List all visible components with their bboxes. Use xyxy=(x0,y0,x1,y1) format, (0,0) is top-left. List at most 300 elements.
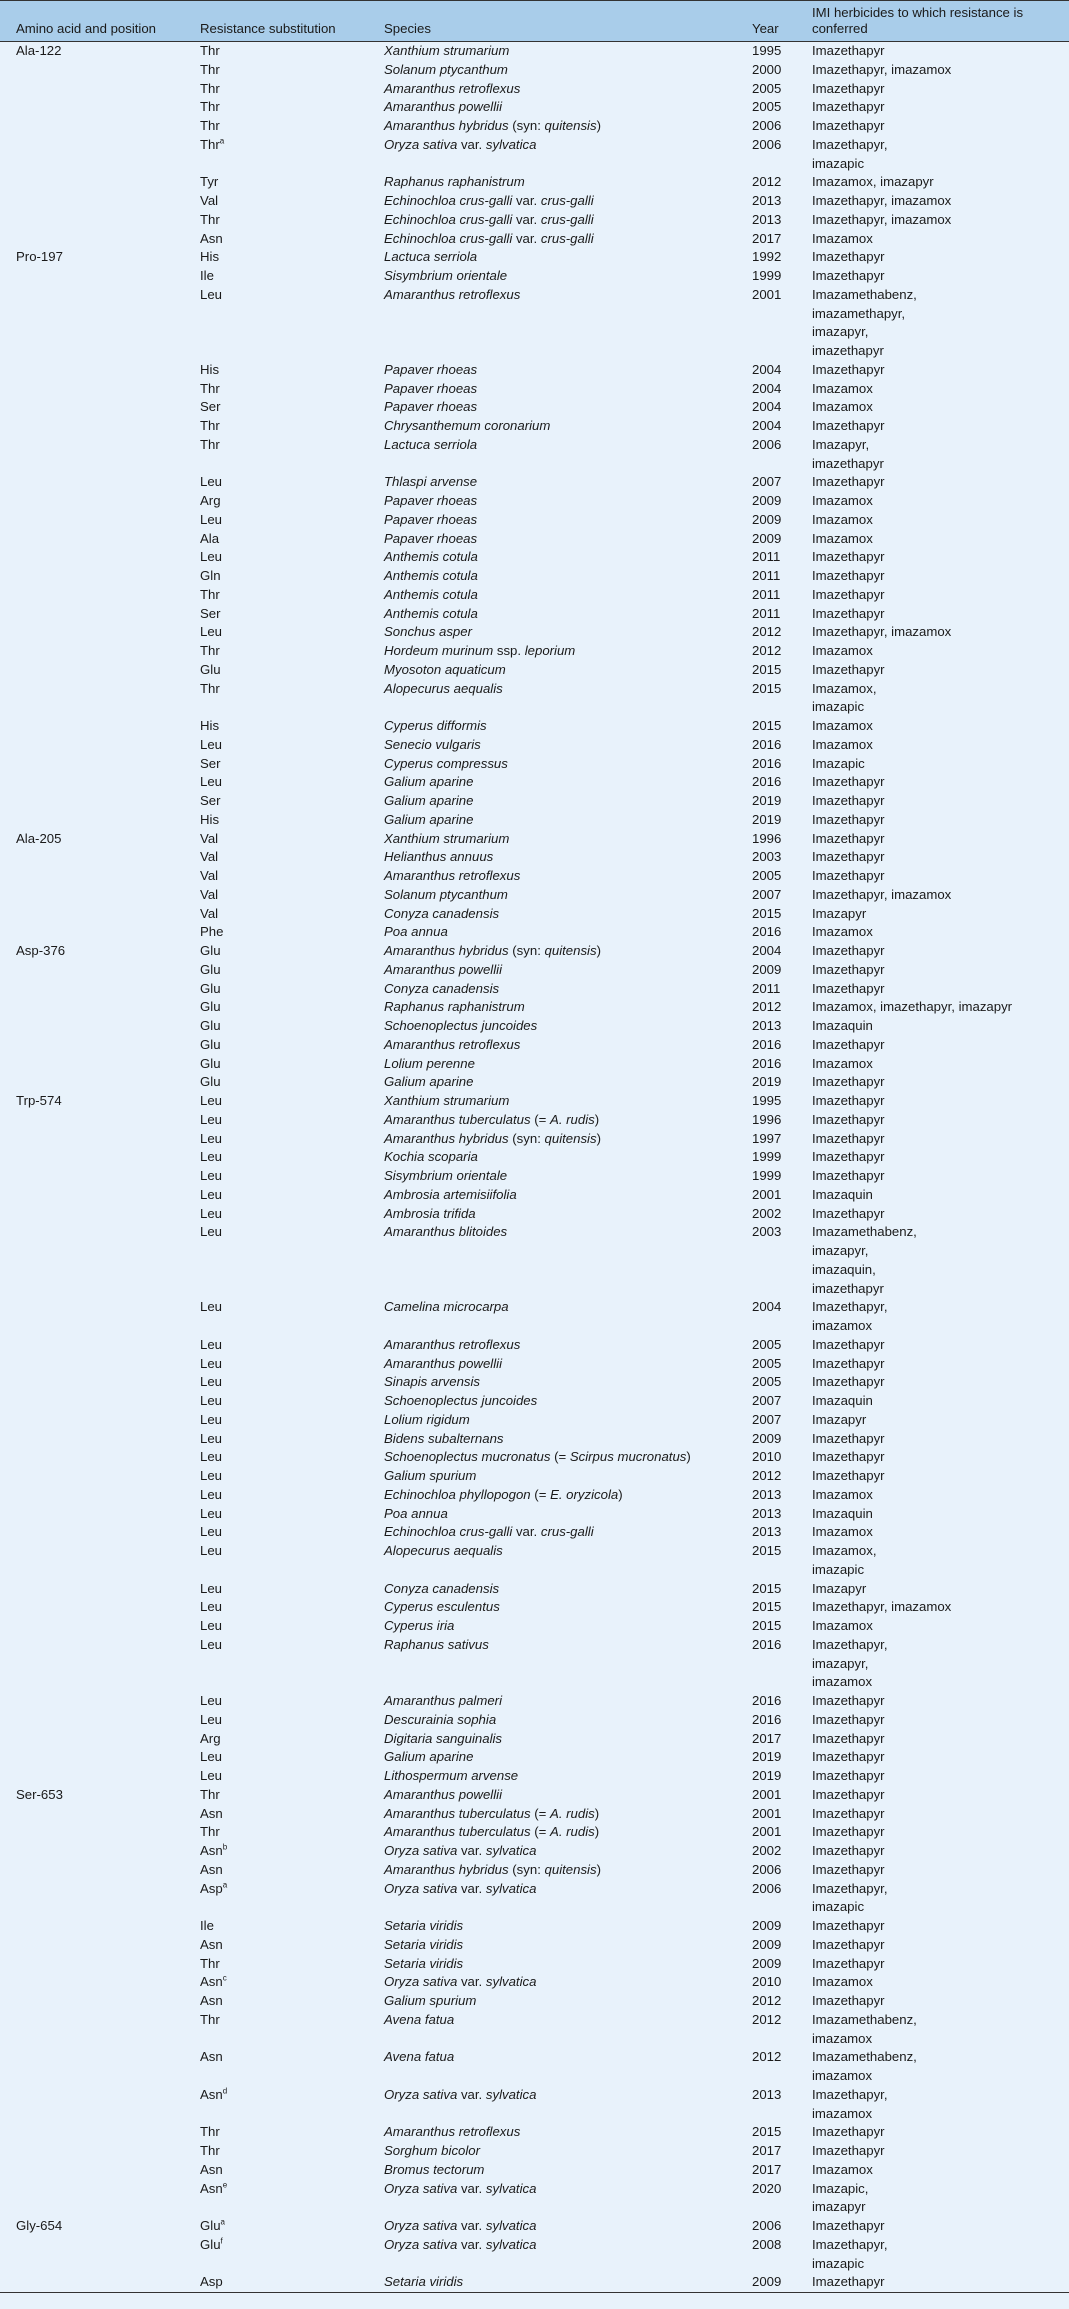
herbicides-cell: Imazamox xyxy=(812,380,873,396)
amino-acid-position-cell xyxy=(0,923,194,942)
table-row xyxy=(0,1973,1069,1992)
amino-acid-position-cell xyxy=(0,736,194,755)
herbicides-cell: Imazethapyr xyxy=(812,811,885,827)
year-cell: 2004 xyxy=(752,943,782,958)
amino-acid-position-cell: Ala-122 xyxy=(16,43,62,58)
table-row xyxy=(0,1055,1069,1074)
year-cell: 2009 xyxy=(752,1430,782,1446)
year-cell: 2005 xyxy=(752,1374,782,1390)
table-row xyxy=(0,642,1069,661)
year-cell: 2012 xyxy=(752,2011,782,2027)
year-cell: 2006 xyxy=(752,118,782,133)
year-cell: 2009 xyxy=(752,511,782,527)
species-cell: Amaranthus hybridus (syn: quitensis) xyxy=(384,1130,601,1146)
table-body xyxy=(0,42,1069,2293)
year-cell: 1992 xyxy=(752,249,782,265)
year-cell: 2004 xyxy=(752,361,782,377)
species-cell: Schoenoplectus juncoides xyxy=(384,1393,538,1408)
year-cell: 2013 xyxy=(752,1018,782,1033)
amino-acid-position-cell xyxy=(0,1823,194,1842)
year-cell: 2012 xyxy=(752,624,782,640)
substitution-cell: Leu xyxy=(200,1374,223,1390)
amino-acid-position-cell xyxy=(0,1486,194,1505)
amino-acid-position-cell xyxy=(0,2123,194,2142)
herbicides-cell: Imazethapyr xyxy=(812,1074,885,1090)
substitution-cell: Leu xyxy=(200,1111,223,1127)
amino-acid-position-cell: Ala-205 xyxy=(16,830,62,846)
year-cell: 2006 xyxy=(752,1880,782,1896)
table-row xyxy=(0,1223,1069,1298)
amino-acid-position-cell xyxy=(0,867,194,886)
species-cell: Raphanus raphanistrum xyxy=(384,999,525,1015)
substitution-cell: Leu xyxy=(200,624,223,640)
year-cell: 2009 xyxy=(752,530,782,546)
table-row xyxy=(0,1523,1069,1542)
substitution-cell: Glu$^f$ xyxy=(200,2236,223,2252)
species-cell: Galium spurium xyxy=(384,1468,477,1483)
substitution-cell: Leu xyxy=(200,1711,223,1727)
year-cell: 2009 xyxy=(752,1955,782,1971)
species-cell: Bidens subalternans xyxy=(384,1430,504,1446)
table-row xyxy=(0,1748,1069,1767)
table-row xyxy=(0,98,1069,117)
substitution-cell: Leu xyxy=(200,1393,223,1408)
table-row xyxy=(0,117,1069,136)
year-cell: 1996 xyxy=(752,1111,782,1127)
substitution-cell: Thr xyxy=(200,118,220,133)
amino-acid-position-cell xyxy=(0,1336,194,1355)
table-row xyxy=(0,2123,1069,2142)
species-cell: Cyperus compressus xyxy=(384,755,508,771)
amino-acid-position-cell xyxy=(0,905,194,924)
table-row xyxy=(0,80,1069,99)
amino-acid-position-cell xyxy=(0,2142,194,2161)
amino-acid-position-cell xyxy=(0,361,194,380)
herbicides-cell: Imazethapyr xyxy=(812,1749,885,1765)
species-cell: Xanthium strumarium xyxy=(384,830,510,846)
substitution-cell: Asn xyxy=(200,1861,223,1877)
table-row xyxy=(0,586,1069,605)
amino-acid-position-cell xyxy=(0,1842,194,1861)
amino-acid-position-cell xyxy=(0,1505,194,1524)
table-row xyxy=(0,1636,1069,1692)
herbicides-cell: Imazaquin xyxy=(812,1186,873,1202)
herbicides-cell: Imazethapyr xyxy=(812,961,885,977)
year-cell: 2003 xyxy=(752,1224,782,1240)
species-cell: Descurainia sophia xyxy=(384,1711,497,1727)
species-cell: Lactuca serriola xyxy=(384,436,478,452)
amino-acid-position-cell xyxy=(0,1223,194,1298)
substitution-cell: Ile xyxy=(200,1918,214,1933)
herbicides-cell: Imazamox xyxy=(812,1974,873,1990)
year-cell: 2015 xyxy=(752,905,782,921)
year-cell: 2016 xyxy=(752,774,782,790)
species-cell: Kochia scoparia xyxy=(384,1149,478,1165)
herbicides-cell: Imazethapyr xyxy=(812,568,885,583)
table-row xyxy=(0,1955,1069,1974)
herbicides-cell: Imazethapyr, imazamox xyxy=(812,1299,888,1333)
species-cell: Sisymbrium orientale xyxy=(384,1168,508,1183)
year-cell: 2004 xyxy=(752,418,782,433)
substitution-cell: Asn xyxy=(200,1936,223,1952)
year-cell: 2013 xyxy=(752,211,782,227)
herbicides-cell: Imazethapyr, imazamox xyxy=(812,886,952,902)
herbicides-cell: Imazethapyr xyxy=(812,99,885,115)
substitution-cell: Leu xyxy=(200,1449,223,1465)
footnote-marker: d xyxy=(222,2086,228,2096)
herbicides-cell: Imazethapyr xyxy=(812,1824,885,1840)
species-cell: Schoenoplectus mucronatus (= Scirpus mucronatus) xyxy=(384,1449,691,1465)
herbicides-cell: Imazamox, imazapic xyxy=(812,1543,877,1577)
substitution-cell: Leu xyxy=(200,1411,223,1427)
amino-acid-position-cell: Ser-653 xyxy=(16,1786,63,1802)
species-cell: Poa annua xyxy=(384,1505,448,1521)
substitution-cell: Arg xyxy=(200,1730,221,1746)
year-cell: 2015 xyxy=(752,1543,782,1558)
herbicides-cell: Imazamox, imazapic xyxy=(812,680,877,715)
substitution-cell: Asp xyxy=(200,2274,223,2290)
table-row xyxy=(0,1486,1069,1505)
header-position: Amino acid and position xyxy=(0,1,194,42)
amino-acid-position-cell xyxy=(0,1373,194,1392)
amino-acid-position-cell xyxy=(0,961,194,980)
table-row xyxy=(0,942,1069,961)
species-cell: Alopecurus aequalis xyxy=(384,1543,503,1558)
substitution-cell: Asn xyxy=(200,2049,223,2065)
year-cell: 2017 xyxy=(752,2143,782,2158)
species-cell: Papaver rhoeas xyxy=(384,361,478,377)
year-cell: 2020 xyxy=(752,2180,782,2196)
table-row xyxy=(0,1036,1069,1055)
table-row xyxy=(0,736,1069,755)
footnote-marker: e xyxy=(222,2180,228,2190)
substitution-cell: Leu xyxy=(200,549,223,565)
species-cell: Oryza sativa var. sylvatica xyxy=(384,2236,537,2252)
table-row xyxy=(0,980,1069,999)
year-cell: 2001 xyxy=(752,1186,782,1202)
table-row xyxy=(0,2086,1069,2124)
herbicides-cell: Imazethapyr xyxy=(812,1993,885,2008)
species-cell: Amaranthus hybridus (syn: quitensis) xyxy=(384,1861,601,1877)
substitution-cell: Leu xyxy=(200,1299,223,1315)
herbicides-cell: Imazethapyr xyxy=(812,1093,885,1108)
amino-acid-position-cell xyxy=(0,586,194,605)
table-row xyxy=(0,1392,1069,1411)
amino-acid-position-cell xyxy=(0,380,194,399)
species-cell: Lithospermum arvense xyxy=(384,1768,519,1783)
substitution-cell: His xyxy=(200,811,220,827)
herbicides-cell: Imazamox, imazapyr xyxy=(812,174,934,190)
year-cell: 1999 xyxy=(752,1149,782,1165)
substitution-cell: Gln xyxy=(200,568,221,583)
substitution-cell: Ser xyxy=(200,793,221,808)
amino-acid-position-cell xyxy=(0,2161,194,2180)
herbicides-cell: Imazethapyr xyxy=(812,661,885,677)
species-cell: Echinochloa phyllopogon (= E. oryzicola) xyxy=(384,1486,623,1502)
table-row xyxy=(0,1130,1069,1149)
table-row xyxy=(0,1805,1069,1824)
herbicides-cell: Imazethapyr, imazamox xyxy=(812,193,952,208)
substitution-cell: Leu xyxy=(200,1618,223,1633)
amino-acid-position-cell xyxy=(0,1580,194,1599)
year-cell: 1997 xyxy=(752,1130,782,1146)
substitution-cell: Leu xyxy=(200,1486,223,1502)
year-cell: 2019 xyxy=(752,811,782,827)
species-cell: Poa annua xyxy=(384,924,448,940)
year-cell: 2001 xyxy=(752,1786,782,1802)
table-row xyxy=(0,1017,1069,1036)
herbicides-cell: Imazapic, imazapyr xyxy=(812,2180,869,2215)
species-cell: Chrysanthemum coronarium xyxy=(384,418,551,433)
herbicides-cell: Imazamox xyxy=(812,924,873,940)
footnote-marker: a xyxy=(222,1880,228,1890)
substitution-cell: Leu xyxy=(200,774,223,790)
species-cell: Echinochloa crus-galli var. crus-galli xyxy=(384,193,594,208)
table-row xyxy=(0,417,1069,436)
species-cell: Amaranthus powellii xyxy=(384,961,503,977)
species-cell: Cyperus iria xyxy=(384,1618,455,1633)
herbicides-cell: Imazethapyr xyxy=(812,474,885,490)
herbicides-cell: Imazethapyr xyxy=(812,793,885,808)
year-cell: 2012 xyxy=(752,1468,782,1483)
substitution-cell: Asn$^c$ xyxy=(200,1973,227,1990)
amino-acid-position-cell xyxy=(0,1411,194,1430)
species-cell: Amaranthus retroflexus xyxy=(384,1336,521,1352)
species-cell: Galium aparine xyxy=(384,1074,474,1090)
substitution-cell: Leu xyxy=(200,1599,223,1615)
table-row xyxy=(0,1598,1069,1617)
year-cell: 1995 xyxy=(752,43,782,58)
herbicides-cell: Imazethapyr xyxy=(812,1768,885,1783)
table-row xyxy=(0,42,1069,61)
substitution-cell: Glu xyxy=(200,1055,221,1071)
herbicides-cell: Imazamox xyxy=(812,643,873,658)
substitution-cell: Thr xyxy=(200,2143,220,2158)
year-cell: 2016 xyxy=(752,1036,782,1052)
species-cell: Oryza sativa var. sylvatica xyxy=(384,1974,537,1990)
herbicides-cell: Imazamox xyxy=(812,2161,873,2177)
species-cell: Oryza sativa var. sylvatica xyxy=(384,1880,537,1896)
amino-acid-position-cell xyxy=(0,230,194,249)
table-row xyxy=(0,1692,1069,1711)
species-cell: Papaver rhoeas xyxy=(384,511,478,527)
substitution-cell: Ser xyxy=(200,399,221,415)
year-cell: 2001 xyxy=(752,1805,782,1821)
herbicides-cell: Imazethapyr xyxy=(812,1918,885,1933)
year-cell: 2007 xyxy=(752,886,782,902)
herbicides-cell: Imazaquin xyxy=(812,1393,873,1408)
amino-acid-position-cell xyxy=(0,661,194,680)
table-row xyxy=(0,1542,1069,1580)
table-row xyxy=(0,1430,1069,1449)
year-cell: 2005 xyxy=(752,99,782,115)
table-row xyxy=(0,717,1069,736)
amino-acid-position-cell xyxy=(0,1392,194,1411)
amino-acid-position-cell xyxy=(0,567,194,586)
species-cell: Solanum ptycanthum xyxy=(384,886,508,902)
year-cell: 2002 xyxy=(752,1843,782,1858)
amino-acid-position-cell xyxy=(0,623,194,642)
table-row xyxy=(0,1411,1069,1430)
species-cell: Amaranthus hybridus (syn: quitensis) xyxy=(384,118,601,133)
year-cell: 2010 xyxy=(752,1974,782,1990)
table-header xyxy=(0,1,1069,42)
herbicides-cell: Imazethapyr xyxy=(812,1861,885,1877)
species-cell: Ambrosia trifida xyxy=(384,1205,476,1221)
table-row xyxy=(0,1580,1069,1599)
substitution-cell: Asn xyxy=(200,1805,223,1821)
amino-acid-position-cell xyxy=(0,417,194,436)
herbicides-cell: Imazethapyr xyxy=(812,774,885,790)
species-cell: Sorghum bicolor xyxy=(384,2143,481,2158)
substitution-cell: Glu xyxy=(200,980,221,996)
herbicides-cell: Imazethapyr, imazamox xyxy=(812,2086,888,2121)
substitution-cell: Leu xyxy=(200,1636,223,1652)
species-cell: Amaranthus tuberculatus (= A. rudis) xyxy=(384,1805,600,1821)
species-cell: Oryza sativa var. sylvatica xyxy=(384,2180,537,2196)
amino-acid-position-cell xyxy=(0,1186,194,1205)
herbicides-cell: Imazamox xyxy=(812,493,873,508)
table-bottom-rule xyxy=(0,2293,1069,2298)
species-cell: Anthemis cotula xyxy=(384,568,478,583)
substitution-cell: Ser xyxy=(200,755,221,771)
year-cell: 2005 xyxy=(752,1336,782,1352)
table-row xyxy=(0,136,1069,174)
table-row xyxy=(0,1842,1069,1861)
herbicides-cell: Imazethapyr xyxy=(812,418,885,433)
amino-acid-position-cell xyxy=(0,1598,194,1617)
table-row xyxy=(0,1936,1069,1955)
herbicides-cell: Imazethapyr xyxy=(812,268,885,283)
amino-acid-position-cell xyxy=(0,1992,194,2011)
year-cell: 2003 xyxy=(752,849,782,865)
header-substitution: Resistance substitution xyxy=(194,1,378,42)
substitution-cell: Leu xyxy=(200,1149,223,1165)
amino-acid-position-cell xyxy=(0,1205,194,1224)
year-cell: 2006 xyxy=(752,1861,782,1877)
species-cell: Amaranthus retroflexus xyxy=(384,286,521,302)
substitution-cell: Glu xyxy=(200,961,221,977)
amino-acid-position-cell xyxy=(0,2048,194,2086)
table-row xyxy=(0,2161,1069,2180)
species-cell: Lactuca serriola xyxy=(384,249,478,265)
herbicides-cell: Imazethapyr, imazamox xyxy=(812,211,952,227)
table-row xyxy=(0,492,1069,511)
herbicides-cell: Imazamethabenz, imazamox xyxy=(812,2049,917,2083)
table-row xyxy=(0,511,1069,530)
herbicides-cell: Imazamox xyxy=(812,1618,873,1633)
herbicides-cell: Imazapyr xyxy=(812,1580,867,1596)
amino-acid-position-cell xyxy=(0,811,194,830)
year-cell: 2013 xyxy=(752,1486,782,1502)
species-cell: Thlaspi arvense xyxy=(384,474,478,490)
header-year: Year xyxy=(748,1,808,42)
substitution-cell: His xyxy=(200,361,220,377)
table-row xyxy=(0,61,1069,80)
species-cell: Solanum ptycanthum xyxy=(384,61,508,77)
table-row xyxy=(0,1148,1069,1167)
header-herbicides: IMI herbicides to which resistance is conferred xyxy=(808,1,1069,42)
year-cell: 2013 xyxy=(752,1524,782,1540)
species-cell: Anthemis cotula xyxy=(384,605,478,621)
species-cell: Galium aparine xyxy=(384,1749,474,1765)
year-cell: 2008 xyxy=(752,2236,782,2252)
substitution-cell: Leu xyxy=(200,1468,223,1483)
species-cell: Conyza canadensis xyxy=(384,905,500,921)
year-cell: 2006 xyxy=(752,2218,782,2233)
amino-acid-position-cell xyxy=(0,1036,194,1055)
amino-acid-position-cell xyxy=(0,998,194,1017)
amino-acid-position-cell xyxy=(0,1298,194,1336)
year-cell: 2017 xyxy=(752,1730,782,1746)
species-cell: Papaver rhoeas xyxy=(384,380,478,396)
substitution-cell: Leu xyxy=(200,1430,223,1446)
substitution-cell: Glu xyxy=(200,1036,221,1052)
year-cell: 2019 xyxy=(752,1768,782,1783)
amino-acid-position-cell xyxy=(0,80,194,99)
herbicides-cell: Imazethapyr xyxy=(812,2274,885,2290)
year-cell: 2017 xyxy=(752,230,782,246)
herbicides-cell: Imazamox xyxy=(812,1486,873,1502)
footnote-marker: a xyxy=(219,136,225,146)
year-cell: 2019 xyxy=(752,1074,782,1090)
substitution-cell: Thr xyxy=(200,436,220,452)
substitution-cell: Thr xyxy=(200,1824,220,1840)
table-row xyxy=(0,436,1069,474)
substitution-cell: Asn xyxy=(200,2161,223,2177)
amino-acid-position-cell xyxy=(0,1692,194,1711)
table-row xyxy=(0,1167,1069,1186)
table-row xyxy=(0,1505,1069,1524)
substitution-cell: Thr xyxy=(200,680,220,696)
year-cell: 2002 xyxy=(752,1205,782,1221)
herbicides-cell: Imazethapyr xyxy=(812,1374,885,1390)
substitution-cell: Ala xyxy=(200,530,220,546)
substitution-cell: Leu xyxy=(200,1749,223,1765)
year-cell: 2005 xyxy=(752,80,782,96)
substitution-cell: Leu xyxy=(200,1186,223,1202)
table-row xyxy=(0,661,1069,680)
year-cell: 2015 xyxy=(752,1580,782,1596)
substitution-cell: Leu xyxy=(200,1093,223,1108)
table-row xyxy=(0,1617,1069,1636)
species-cell: Echinochloa crus-galli var. crus-galli xyxy=(384,211,594,227)
amino-acid-position-cell xyxy=(0,1767,194,1786)
table-row xyxy=(0,192,1069,211)
year-cell: 2012 xyxy=(752,643,782,658)
amino-acid-position-cell xyxy=(0,136,194,174)
year-cell: 2009 xyxy=(752,493,782,508)
amino-acid-position-cell xyxy=(0,717,194,736)
amino-acid-position-cell xyxy=(0,1730,194,1749)
herbicides-cell: Imazethapyr, imazapyr, imazamox xyxy=(812,1636,888,1690)
species-cell: Papaver rhoeas xyxy=(384,493,478,508)
species-cell: Cyperus difformis xyxy=(384,718,487,733)
species-cell: Conyza canadensis xyxy=(384,980,500,996)
herbicides-cell: Imazamox xyxy=(812,736,873,752)
amino-acid-position-cell xyxy=(0,2086,194,2124)
year-cell: 2011 xyxy=(752,568,781,583)
amino-acid-position-cell xyxy=(0,1936,194,1955)
amino-acid-position-cell xyxy=(0,773,194,792)
amino-acid-position-cell xyxy=(0,886,194,905)
herbicides-cell: Imazethapyr xyxy=(812,549,885,565)
species-cell: Amaranthus tuberculatus (= A. rudis) xyxy=(384,1824,600,1840)
amino-acid-position-cell xyxy=(0,1055,194,1074)
table-row xyxy=(0,473,1069,492)
amino-acid-position-cell xyxy=(0,1711,194,1730)
substitution-cell: Thr xyxy=(200,2011,220,2027)
